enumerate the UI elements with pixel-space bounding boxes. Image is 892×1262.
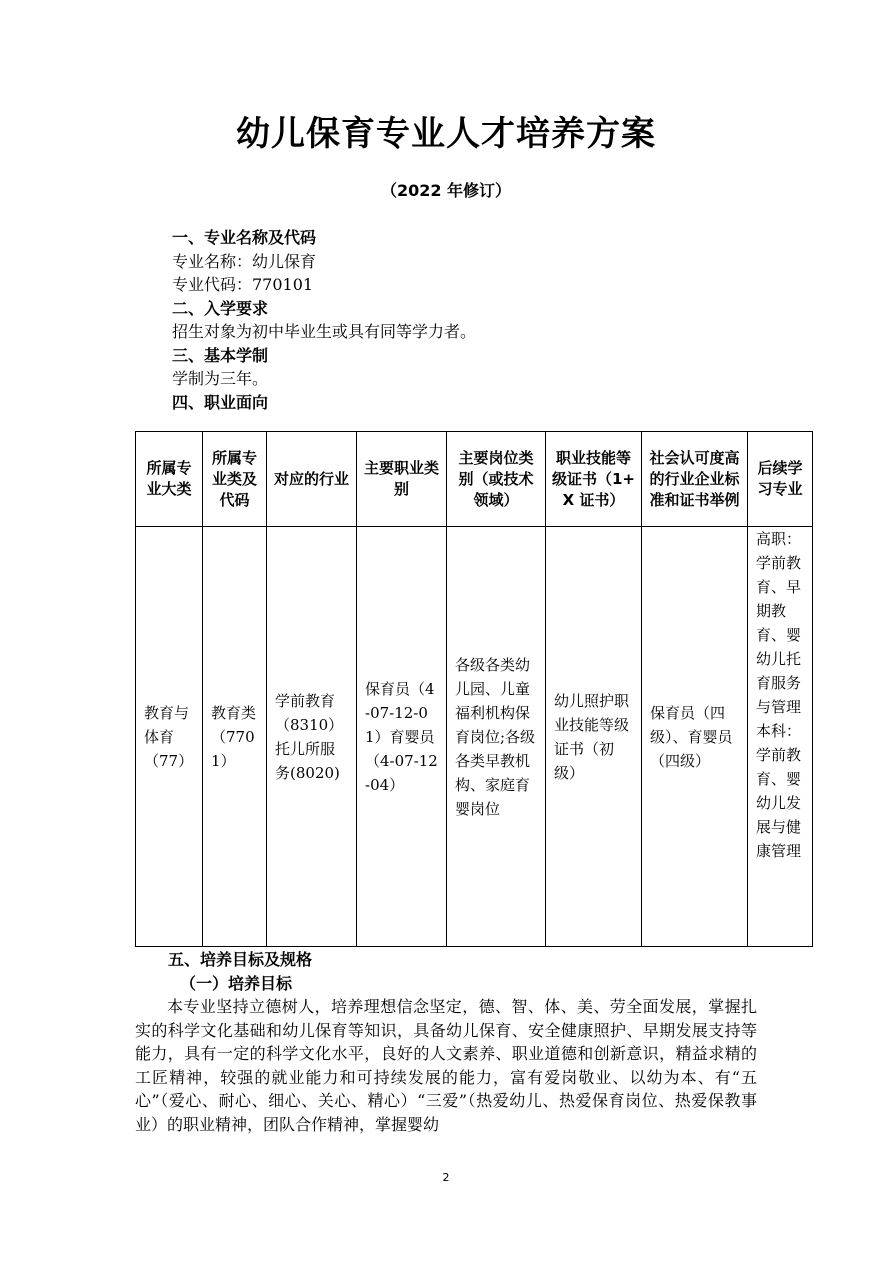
- page-number: 2: [442, 1171, 450, 1184]
- table-cell: 各级各类幼儿园、儿童福利机构保育岗位;各级各类早教机构、家庭育婴岗位: [447, 527, 546, 947]
- heading-major-name: 一、专业名称及代码: [172, 228, 317, 247]
- table-header-cell: 职业技能等级证书（1+X 证书）: [546, 432, 642, 527]
- table-cell: 幼儿照护职业技能等级证书（初级）: [546, 527, 642, 947]
- table-cell: 学前教育（8310）托儿所服务(8020): [267, 527, 357, 947]
- heading-training-goals: （一）培养目标: [180, 974, 293, 993]
- table-cell: 高职：学前教育、早期教育、婴幼儿托育服务与管理本科：学前教育、婴幼儿发展与健康管理: [748, 527, 813, 947]
- table-header-cell: 社会认可度高的行业企业标准和证书举例: [642, 432, 748, 527]
- table-header-cell: 主要职业类别: [357, 432, 447, 527]
- major-name: 专业名称：幼儿保育: [172, 251, 317, 271]
- table-cell: 教育与体育（77）: [136, 527, 203, 947]
- document-title: 幼儿保育专业人才培养方案: [236, 114, 656, 154]
- table-header-cell: 对应的行业: [267, 432, 357, 527]
- table-row: [136, 527, 813, 947]
- admission-text: 招生对象为初中毕业生或具有同等学力者。: [172, 322, 477, 341]
- heading-duration: 三、基本学制: [172, 345, 269, 365]
- duration-text: 学制为三年。: [172, 369, 269, 388]
- table-header-cell: 所属专业大类: [136, 432, 203, 527]
- table-header-cell: 所属专业类及代码: [203, 432, 267, 527]
- heading-career: 四、职业面向: [172, 392, 269, 412]
- major-code: 专业代码：770101: [172, 275, 314, 294]
- career-table: [135, 431, 813, 947]
- training-goals-paragraph: 本专业坚持立德树人，培养理想信念坚定，德、智、体、美、劳全面发展，掌握扎实的科学文化基础和幼儿保育等知识，具备幼儿保育、安全健康照护、早期发展支持等能力，具有一定的科学文化水平，良好的人文素养、职业道德和创新意识，精益求精的工匠精神，较强的就业能力和可持续发展的能力，富有爱岗敬业、以幼为本、有“五心”（爱心、耐心、细心、关心、精心）“三爱”（热爱幼儿、热爱保育岗位、热爱保教事业）的职业精神，团队合作精神，掌握婴幼: [135, 997, 757, 1134]
- table-header-cell: 后续学习专业: [748, 432, 813, 527]
- table-header-row: [136, 432, 813, 527]
- table-cell: 保育员（四级）、育婴员（四级）: [642, 527, 748, 947]
- intro-lines: [172, 226, 832, 414]
- heading-training-goals-spec: 五、培养目标及规格: [168, 950, 313, 969]
- table-cell: 保育员（4-07-12-01）育婴员（4-07-12-04）: [357, 527, 447, 947]
- heading-admission: 二、入学要求: [172, 298, 269, 318]
- document-subtitle: （2022 年修订）: [380, 181, 512, 200]
- table-cell: 教育类（7701）: [203, 527, 267, 947]
- table-header-cell: 主要岗位类别（或技术领域）: [447, 432, 546, 527]
